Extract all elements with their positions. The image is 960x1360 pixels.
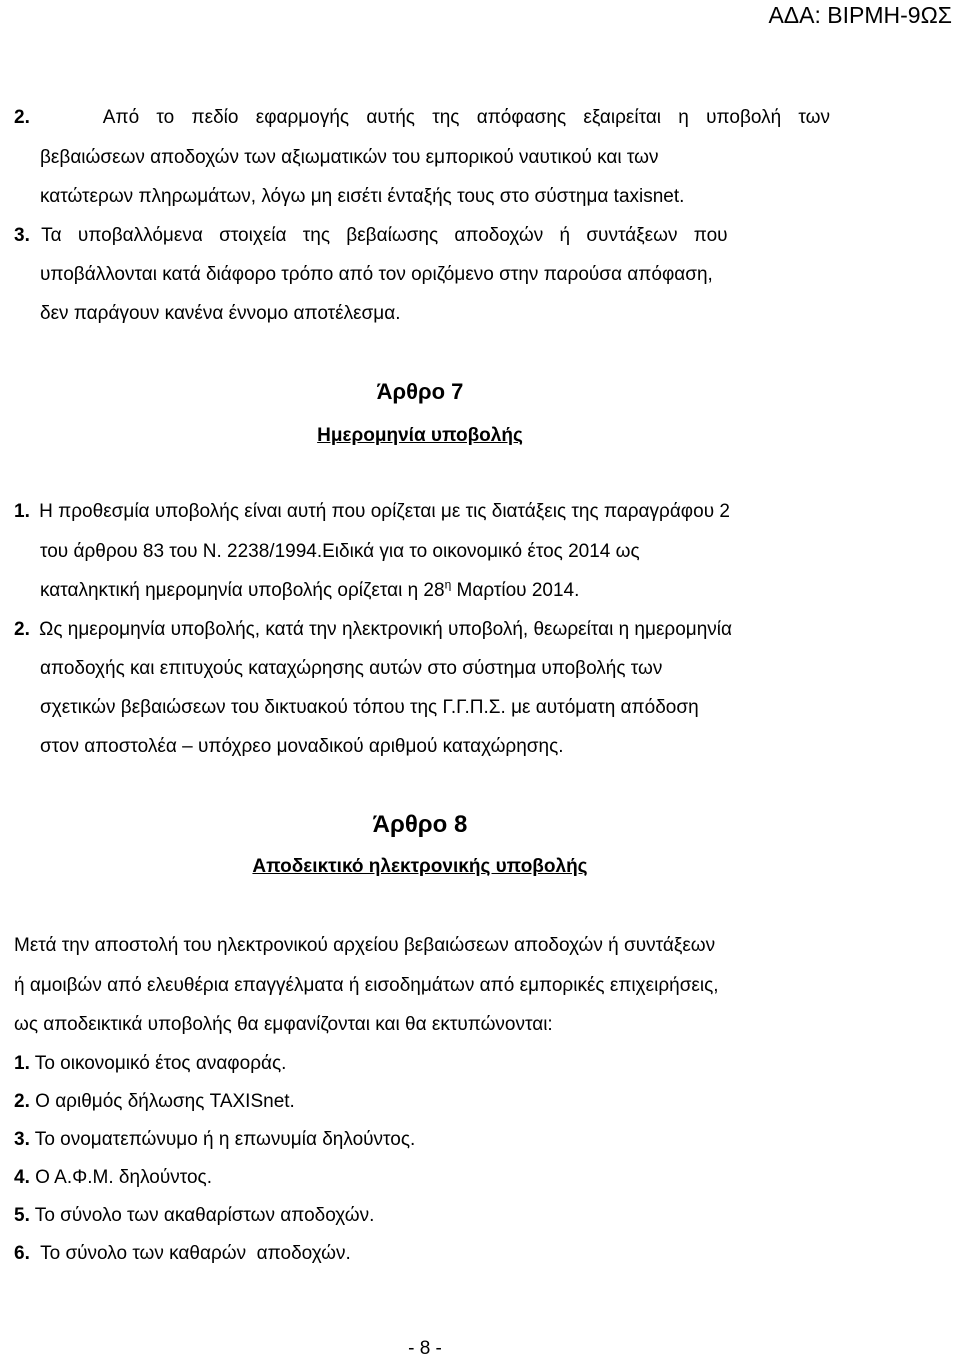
list-number: 1. bbox=[14, 1053, 30, 1074]
paragraph-2-line-1 bbox=[14, 106, 830, 130]
article-8-intro-line-1: Μετά την αποστολή του ηλεκτρονικού αρχείου βεβαιώσεων αποδοχών ή συντάξεων bbox=[14, 935, 716, 956]
list-text: Το σύνολο των καθαρών αποδοχών. bbox=[29, 1243, 351, 1264]
list-item bbox=[14, 1204, 374, 1228]
list-item bbox=[14, 1166, 212, 1190]
paragraph-number: 2. bbox=[14, 107, 30, 128]
article-7-paragraph-2-line-4: στον αποστολέα – υπόχρεο μοναδικού αριθμού καταχώρησης. bbox=[40, 736, 564, 757]
paragraph-3-line-2: υποβάλλονται κατά διάφορο τρόπο από τον οριζόμενο στην παρούσα απόφαση, bbox=[40, 264, 713, 285]
paragraph-number: 3. bbox=[14, 225, 30, 246]
article-7-paragraph-1-line-1 bbox=[14, 500, 730, 524]
text-fragment: Μαρτίου 2014. bbox=[451, 580, 580, 601]
list-number: 5. bbox=[14, 1205, 30, 1226]
superscript: η bbox=[444, 577, 452, 592]
list-text: Ο αριθμός δήλωσης TAXISnet. bbox=[29, 1091, 295, 1112]
paragraph-2-line-2: βεβαιώσεων αποδοχών των αξιωματικών του εμπορικού ναυτικού και των bbox=[40, 147, 659, 168]
document-code: ΑΔΑ: ΒΙΡΜΗ-9ΩΣ bbox=[768, 2, 952, 28]
list-text: Το ονοματεπώνυμο ή η επωνυμία δηλούντος. bbox=[29, 1129, 416, 1150]
article-7-paragraph-2-line-2: αποδοχής και επιτυχούς καταχώρησης αυτών στο σύστημα υποβολής των bbox=[40, 658, 663, 679]
paragraph-number: 2. bbox=[14, 619, 30, 640]
text-fragment: Ως ημερομηνία υποβολής, κατά την ηλεκτρονική υποβολή, θεωρείται η ημερομηνία bbox=[39, 619, 733, 640]
article-7-paragraph-2-line-3: σχετικών βεβαιώσεων του δικτυακού τόπου της Γ.Γ.Π.Σ. με αυτόματη απόδοση bbox=[40, 697, 699, 718]
list-item bbox=[14, 1242, 351, 1266]
article-8-intro-line-2: ή αμοιβών από ελευθέρια επαγγέλματα ή εισοδημάτων από εμπορικές επιχειρήσεις, bbox=[14, 975, 719, 996]
article-7-paragraph-1-line-2: του άρθρου 83 του Ν. 2238/1994.Ειδικά για το οικονομικό έτος 2014 ως bbox=[40, 541, 640, 562]
article-7-paragraph-2-line-1 bbox=[14, 618, 732, 642]
text-fragment: Η προθεσμία υποβολής είναι αυτή που ορίζεται με τις διατάξεις της παραγράφου 2 bbox=[39, 501, 730, 522]
list-number: 4. bbox=[14, 1167, 30, 1188]
article-8-intro-line-3: ως αποδεικτικά υποβολής θα εμφανίζονται και θα εκτυπώνονται: bbox=[14, 1014, 553, 1035]
list-number: 3. bbox=[14, 1129, 30, 1150]
list-item bbox=[14, 1052, 286, 1076]
paragraph-2-line-3: κατώτερων πληρωμάτων, λόγω μη εισέτι ένταξής τους στο σύστημα taxisnet. bbox=[40, 186, 685, 207]
paragraph-number: 1. bbox=[14, 501, 30, 522]
page-number: - 8 - bbox=[408, 1338, 442, 1359]
list-text: Το σύνολο των ακαθαρίστων αποδοχών. bbox=[29, 1205, 375, 1226]
text-fragment: Τα υποβαλλόμενα στοιχεία της βεβαίωσης αποδοχών ή συντάξεων που bbox=[41, 225, 728, 246]
list-text: Το οικονομικό έτος αναφοράς. bbox=[29, 1053, 287, 1074]
article-7-title: Άρθρο 7 bbox=[376, 379, 464, 404]
article-7-subtitle: Ημερομηνία υποβολής bbox=[317, 425, 523, 446]
article-7-paragraph-1-line-3 bbox=[40, 579, 579, 603]
paragraph-3-line-3: δεν παράγουν κανένα έννομο αποτέλεσμα. bbox=[40, 303, 401, 324]
list-item bbox=[14, 1090, 295, 1114]
text-fragment: καταληκτική ημερομηνία υποβολής ορίζεται η 28 bbox=[40, 580, 445, 601]
list-item bbox=[14, 1128, 415, 1152]
list-number: 2. bbox=[14, 1091, 30, 1112]
text-fragment: Από το πεδίο εφαρμογής αυτής της απόφασης εξαιρείται η υποβολή των bbox=[102, 107, 830, 128]
paragraph-3-line-1 bbox=[14, 224, 821, 248]
list-number: 6. bbox=[14, 1243, 30, 1264]
article-8-subtitle: Αποδεικτικό ηλεκτρονικής υποβολής bbox=[252, 856, 588, 877]
article-8-title: Άρθρο 8 bbox=[372, 811, 468, 838]
list-text: Ο Α.Φ.Μ. δηλούντος. bbox=[29, 1167, 212, 1188]
